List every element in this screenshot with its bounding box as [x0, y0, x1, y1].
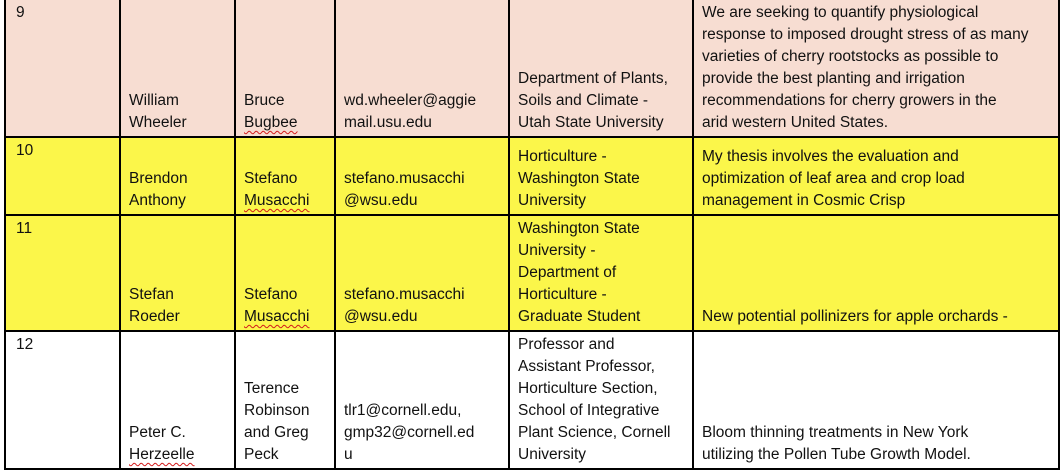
row-number: 10 [5, 137, 120, 215]
department-text: Professor and Assistant Professor, Horticulture Section, School of Integrative Plant Science, Cornell University [518, 336, 671, 463]
student-first-name: Stefan [129, 286, 174, 303]
table-row [5, 137, 1059, 215]
email-cell [335, 331, 509, 469]
advisor-name-line: Stefano [244, 286, 298, 303]
advisor-cell [235, 331, 335, 469]
advisor-name-line: Stefano [244, 170, 298, 187]
description-cell [693, 0, 1059, 137]
advisor-name-line: Bruce [244, 92, 285, 109]
email-text: stefano.musacchi @wsu.edu [344, 170, 465, 209]
advisor-surname: Peck [244, 446, 279, 463]
student-first-name: William [129, 92, 179, 109]
advisor-surname: Musacchi [244, 308, 310, 325]
table-row [5, 331, 1059, 469]
row-number: 12 [5, 331, 120, 469]
table-row [5, 215, 1059, 331]
student-name-cell [120, 137, 235, 215]
email-text: wd.wheeler@aggie mail.usu.edu [344, 92, 477, 131]
department-cell [509, 137, 693, 215]
department-cell [509, 331, 693, 469]
description-cell [693, 137, 1059, 215]
department-text: Department of Plants, Soils and Climate - Utah State University [518, 70, 668, 131]
description-text: My thesis involves the evaluation and optimization of leaf area and crop load management in Cosmic Crisp [702, 148, 965, 209]
student-name-cell [120, 215, 235, 331]
row-number: 11 [5, 215, 120, 331]
table-row [5, 0, 1059, 137]
description-text: We are seeking to quantify physiological response to imposed drought stress of as many varieties of cherry rootstocks as possible to provide the best planting and irrigation recommendations for cherry growers in the arid western United States. [702, 4, 1029, 131]
description-cell [693, 331, 1059, 469]
row-number: 9 [5, 0, 120, 137]
student-last-name: Wheeler [129, 114, 187, 131]
student-table [4, 0, 1060, 470]
department-text: Washington State University - Department of Horticulture - Graduate Student [518, 220, 641, 325]
description-cell [693, 215, 1059, 331]
email-cell [335, 0, 509, 137]
advisor-cell [235, 0, 335, 137]
student-first-name: Peter C. [129, 424, 186, 441]
advisor-cell [235, 215, 335, 331]
student-name-cell [120, 331, 235, 469]
advisor-surname: Bugbee [244, 114, 298, 131]
email-text: tlr1@cornell.edu, gmp32@cornell.ed u [344, 402, 475, 463]
student-last-name: Herzeelle [129, 446, 195, 463]
department-text: Horticulture - Washington State University [518, 148, 640, 209]
department-cell [509, 215, 693, 331]
student-last-name: Roeder [129, 308, 180, 325]
advisor-name-line: Terence Robinson and Greg [244, 380, 310, 441]
student-name-cell [120, 0, 235, 137]
email-cell [335, 215, 509, 331]
description-text: Bloom thinning treatments in New York utilizing the Pollen Tube Growth Model. [702, 424, 971, 463]
student-first-name: Brendon [129, 170, 188, 187]
advisor-cell [235, 137, 335, 215]
student-last-name: Anthony [129, 192, 186, 209]
email-cell [335, 137, 509, 215]
advisor-surname: Musacchi [244, 192, 310, 209]
email-text: stefano.musacchi @wsu.edu [344, 286, 465, 325]
department-cell [509, 0, 693, 137]
description-text: New potential pollinizers for apple orchards - [702, 308, 1008, 325]
